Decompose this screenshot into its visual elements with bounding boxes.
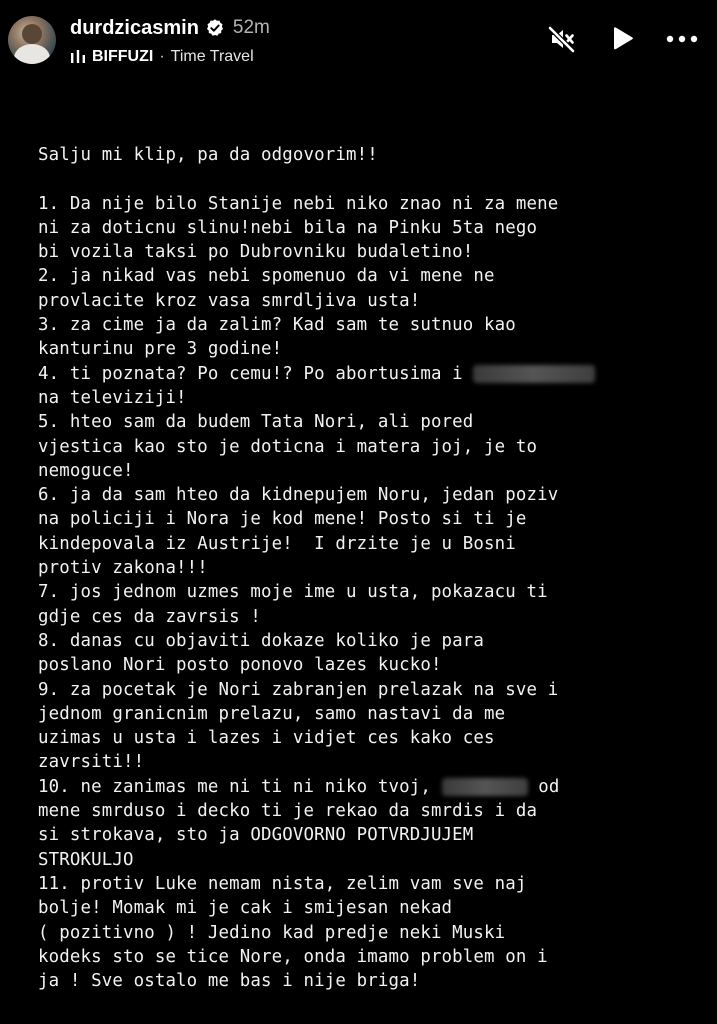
text-line-end: od (538, 776, 560, 797)
text-line: poslano Nori posto ponovo lazes kucko! (38, 655, 442, 676)
text-line: protiv zakona!!! (38, 558, 208, 579)
user-line (70, 14, 270, 42)
text-line: uzimas u usta i lazes i vidjet ces kako ces (38, 728, 495, 749)
text-line: 3. za cime ja da zalim? Kad sam te sutnuo kao (38, 315, 516, 336)
text-line: bi vozila taksi po Dubrovniku budaletino! (38, 242, 474, 263)
text-line: 5. hteo sam da budem Tata Nori, ali pored (38, 412, 474, 433)
avatar-head-shape (22, 24, 42, 44)
text-line: vjestica kao sto je doticna i matera joj, je to (38, 436, 538, 457)
play-icon[interactable] (605, 22, 639, 56)
text-line: kindepovala iz Austrije! I drzite je u Bosni (38, 533, 516, 554)
text-line: 11. protiv Luke nemam nista, zelim vam sve naj (38, 873, 527, 894)
more-dots-icon[interactable] (665, 22, 699, 56)
text-line: bolje! Momak mi je cak i smijesan nekad (38, 898, 453, 919)
text-line: 6. ja da sam hteo da kidnepujem Noru, jedan poziv (38, 485, 559, 506)
blurred-redaction (473, 365, 595, 383)
text-line: 4. ti poznata? Po cemu!? Po abortusima i (38, 363, 463, 384)
text-line: kodeks sto se tice Nore, onda imamo problem on i (38, 946, 548, 967)
text-line: STROKULJO (38, 849, 134, 870)
music-artist: BIFFUZI (92, 48, 154, 65)
text-line: ( pozitivno ) ! Jedino kad predje neki Muski (38, 922, 506, 943)
music-bars-icon (70, 50, 86, 64)
speaker-muted-icon[interactable] (545, 22, 579, 56)
text-line: mene smrduso i decko ti je rekao da smrdis i da (38, 801, 538, 822)
text-line: ja ! Sve ostalo me bas i nije briga! (38, 971, 421, 992)
text-line: jednom granicnim prelazu, samo nastavi da me (38, 703, 506, 724)
username[interactable]: durdzicasmin (70, 16, 199, 39)
text-line: kanturinu pre 3 godine! (38, 339, 283, 360)
story-text (38, 143, 688, 993)
text-line: zavrsiti!! (38, 752, 145, 773)
text-line: si strokava, sto ja ODGOVORNO POTVRDJUJEM (38, 825, 474, 846)
text-line: 8. danas cu objaviti dokaze koliko je para (38, 630, 485, 651)
text-line: Salju mi klip, pa da odgovorim!! (38, 145, 378, 165)
text-line: ni za doticnu slinu!nebi bila na Pinku 5ta nego (38, 217, 538, 238)
text-line: 10. ne zanimas me ni ti ni niko tvoj, (38, 776, 431, 797)
music-separator: · (159, 48, 165, 65)
text-line: na policiji i Nora je kod mene! Posto si ti je (38, 509, 527, 530)
text-line: 7. jos jednom uzmes moje ime u usta, pokazacu ti (38, 582, 548, 603)
text-line: 2. ja nikad vas nebi spomenuo da vi mene ne (38, 266, 495, 287)
avatar[interactable] (8, 16, 56, 64)
post-time: 52m (232, 17, 270, 38)
text-line: nemoguce! (38, 460, 134, 481)
text-line: 1. Da nije bilo Stanije nebi niko znao ni za mene (38, 193, 559, 214)
text-line: gdje ces da zavrsis ! (38, 606, 262, 627)
text-line: 9. za pocetak je Nori zabranjen prelazak na sve i (38, 679, 559, 700)
story-controls (545, 22, 699, 56)
verified-badge-icon (205, 18, 225, 38)
story-header (0, 0, 717, 80)
text-line: na televiziji! (38, 387, 187, 408)
avatar-body-shape (14, 44, 50, 64)
music-song: Time Travel (170, 48, 254, 65)
music-attribution[interactable] (70, 46, 254, 68)
blurred-redaction (442, 778, 528, 796)
text-line: provlacite kroz vasa smrdljiva usta! (38, 290, 421, 311)
